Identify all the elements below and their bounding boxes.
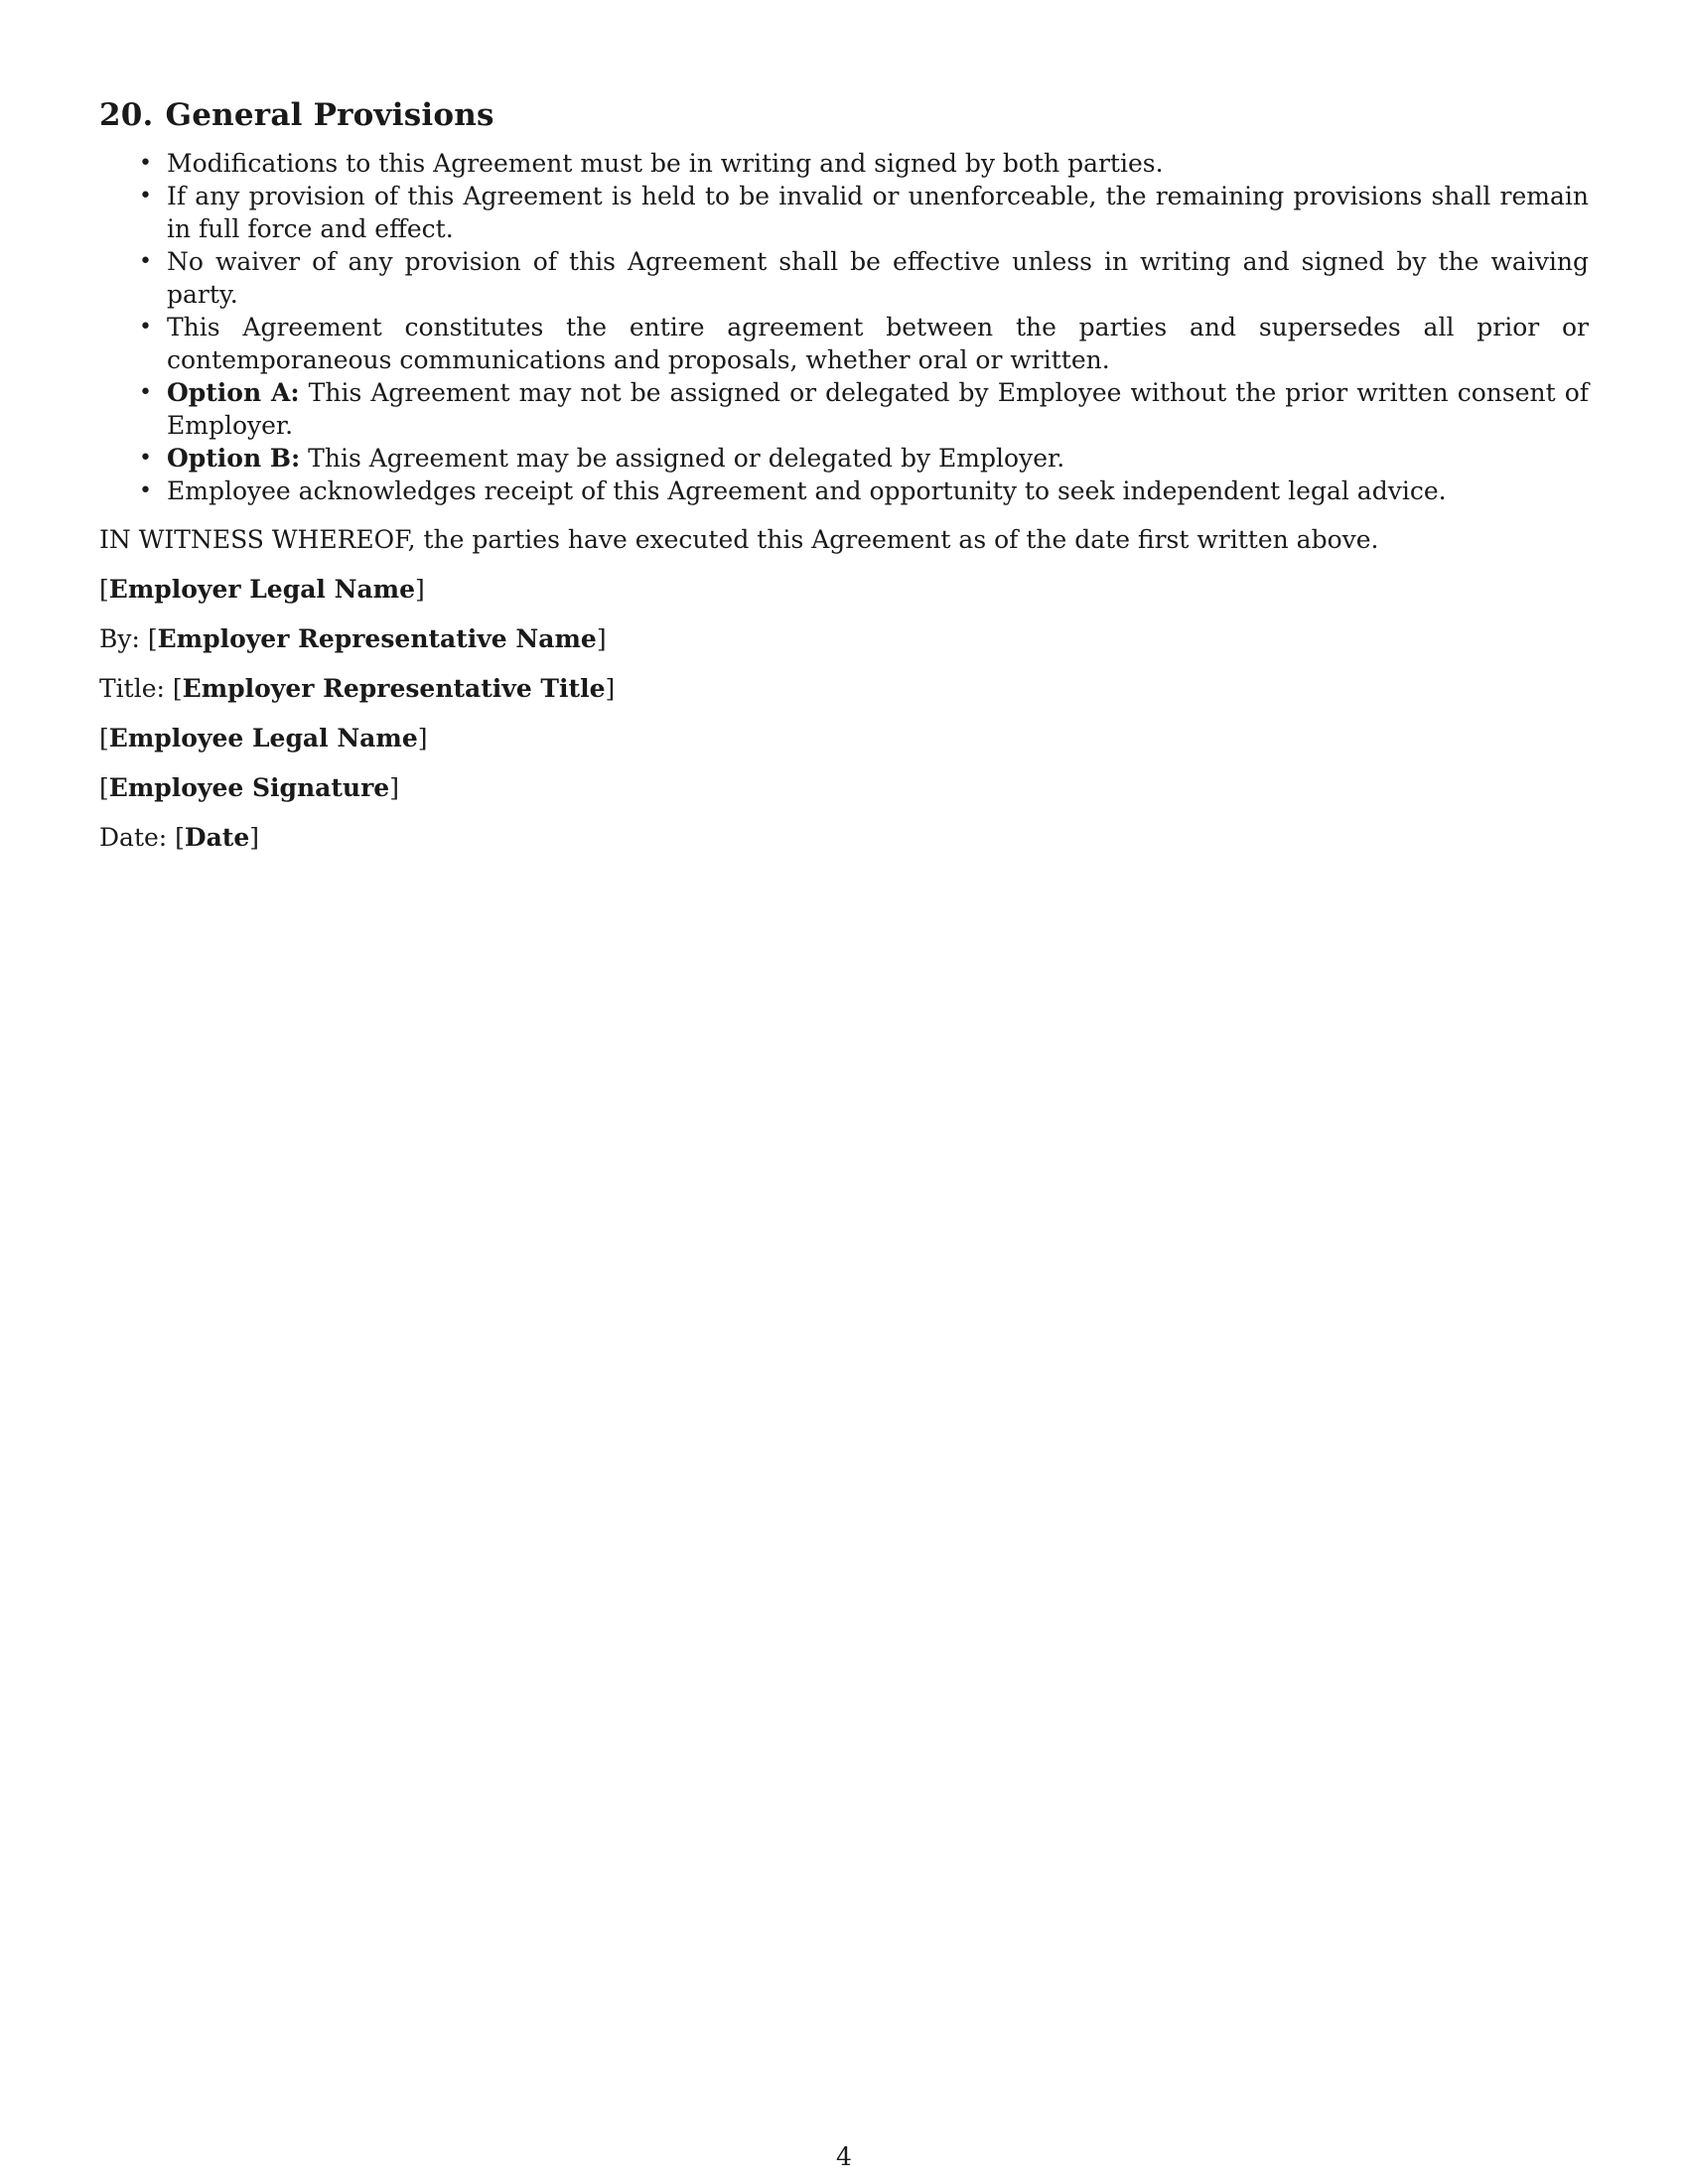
page-number: 4 (836, 2142, 852, 2171)
provision-text: Employee acknowledges receipt of this Agreement and opportunity to seek independent legal advice. (167, 477, 1447, 505)
provision-text: This Agreement may be assigned or delegated by Employer. (308, 444, 1065, 473)
list-item (167, 475, 1589, 507)
list-item (167, 376, 1589, 442)
provision-text: Modifications to this Agreement must be in writing and signed by both parties. (167, 149, 1164, 178)
employer-rep-title-placeholder: Employer Representative Title (182, 674, 606, 703)
employee-name-placeholder: Employee Legal Name (108, 724, 418, 752)
employer-name-line: [Employer Legal Name] (99, 575, 425, 604)
provision-text: This Agreement may not be assigned or delegated by Employee without the prior written consent of Employer. (167, 378, 1589, 440)
employee-signature-placeholder: Employee Signature (108, 773, 390, 802)
option-b-label: Option B: (167, 444, 301, 473)
provisions-list (99, 147, 1589, 507)
list-item (167, 311, 1589, 376)
list-item (167, 147, 1589, 180)
document-page (99, 95, 1589, 854)
list-item (167, 442, 1589, 475)
employer-rep-name-placeholder: Employer Representative Name (157, 624, 597, 653)
title-label: Title: (99, 674, 165, 703)
provision-text: No waiver of any provision of this Agreement shall be effective unless in writing and signed by the waiving party. (167, 247, 1589, 309)
employer-rep-line: By: [Employer Representative Name] (99, 624, 607, 653)
section-title: General Provisions (165, 97, 494, 133)
employee-name-line: [Employee Legal Name] (99, 724, 428, 752)
provision-text: If any provision of this Agreement is held to be invalid or unenforceable, the remaining provisions shall remain in full force and effect. (167, 182, 1589, 243)
section-heading (99, 95, 1589, 135)
by-label: By: (99, 624, 140, 653)
list-item (167, 245, 1589, 311)
date-line: Date: [Date] (99, 823, 260, 852)
list-item (167, 180, 1589, 245)
date-label: Date: (99, 823, 168, 852)
employee-signature-line: [Employee Signature] (99, 773, 399, 802)
date-placeholder: Date (184, 823, 250, 852)
employer-name-placeholder: Employer Legal Name (108, 575, 416, 604)
employer-rep-title-line: Title: [Employer Representative Title] (99, 674, 616, 703)
provision-text: This Agreement constitutes the entire agreement between the parties and supersedes all prior or contemporaneous communications and proposals, whether oral or written. (167, 313, 1589, 374)
section-number: 20. (99, 97, 154, 133)
witness-clause: IN WITNESS WHEREOF, the parties have executed this Agreement as of the date first written above. (99, 525, 1379, 554)
option-a-label: Option A: (167, 378, 300, 407)
